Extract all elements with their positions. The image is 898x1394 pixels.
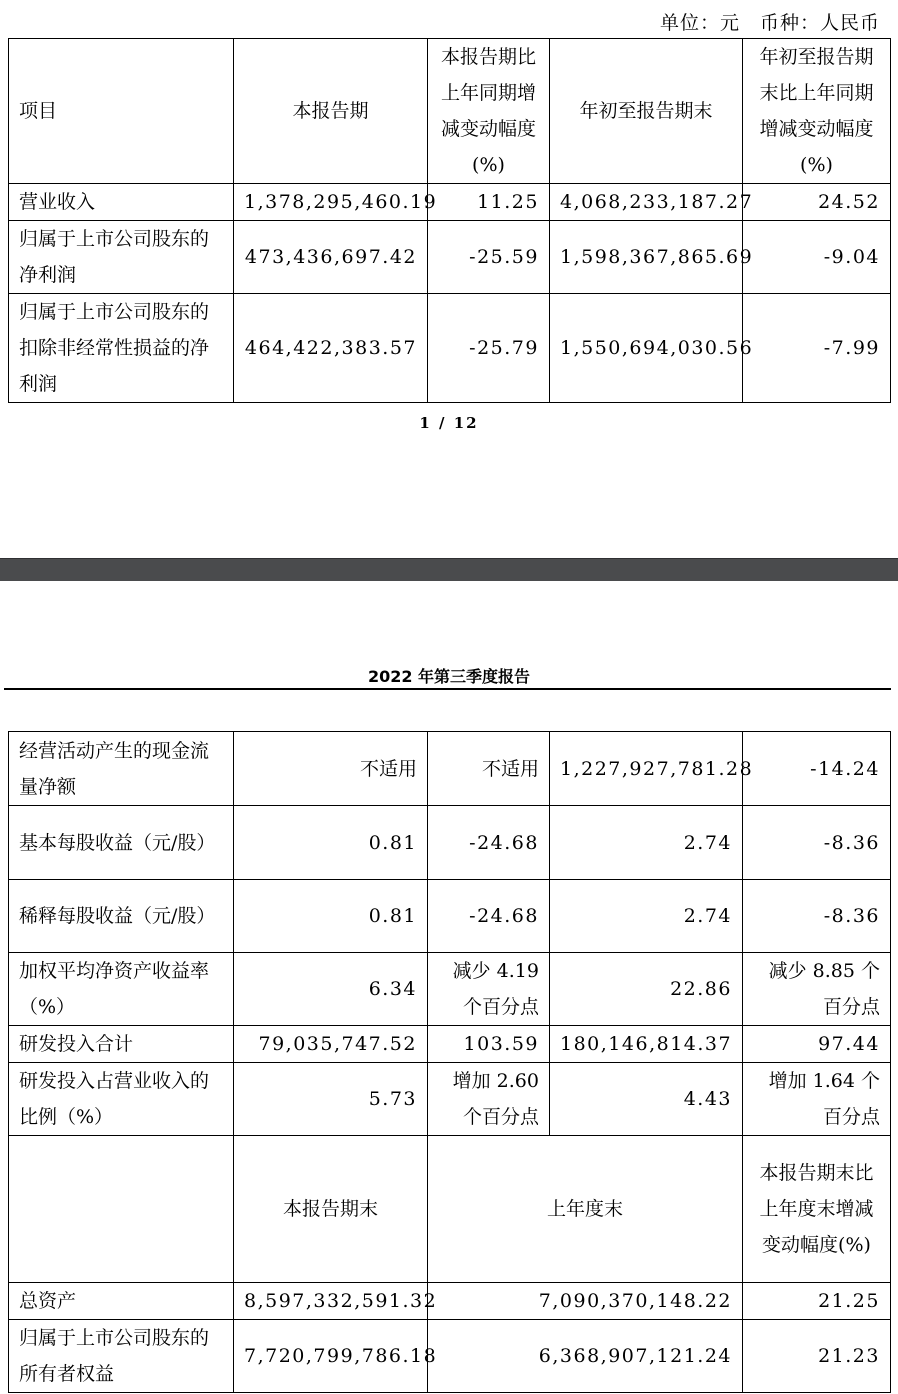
cell-value: -25.79 — [428, 294, 550, 403]
page-separator — [0, 558, 898, 581]
cell-value: 97.44 — [743, 1026, 891, 1063]
table-row — [9, 806, 891, 880]
row-label: 归属于上市公司股东的扣除非经常性损益的净利润 — [9, 294, 234, 403]
cell-value: 22.86 — [550, 953, 743, 1026]
key-financials-table-page2 — [8, 731, 891, 1393]
cell-value: -25.59 — [428, 221, 550, 294]
cell-value: -9.04 — [743, 221, 891, 294]
cell-value: 1,598,367,865.69 — [550, 221, 743, 294]
header-period-end: 本报告期末 — [234, 1136, 428, 1283]
cell-value: 2.74 — [550, 880, 743, 953]
row-label: 经营活动产生的现金流量净额 — [9, 732, 234, 806]
table-row — [9, 1320, 891, 1393]
header-current-change: 本报告期比上年同期增减变动幅度(%) — [428, 39, 550, 184]
header-balance-change: 本报告期末比上年度末增减变动幅度(%) — [743, 1136, 891, 1283]
cell-value: -7.99 — [743, 294, 891, 403]
cell-value: 增加 1.64 个百分点 — [743, 1063, 891, 1136]
header-rule — [4, 688, 891, 690]
table-row — [9, 184, 891, 221]
cell-value: 不适用 — [234, 732, 428, 806]
row-label: 加权平均净资产收益率（%） — [9, 953, 234, 1026]
key-financials-table-page1 — [8, 38, 891, 403]
page-number: 1 / 12 — [419, 414, 479, 432]
header-item: 项目 — [9, 39, 234, 184]
row-label: 研发投入合计 — [9, 1026, 234, 1063]
cell-value: 79,035,747.52 — [234, 1026, 428, 1063]
cell-value: 1,378,295,460.19 — [234, 184, 428, 221]
table-header-row — [9, 39, 891, 184]
cell-value: 不适用 — [428, 732, 550, 806]
cell-value: 2.74 — [550, 806, 743, 880]
cell-value: 21.25 — [743, 1283, 891, 1320]
cell-value: 180,146,814.37 — [550, 1026, 743, 1063]
table-row — [9, 221, 891, 294]
cell-value: 8,597,332,591.32 — [234, 1283, 428, 1320]
cell-value: -8.36 — [743, 806, 891, 880]
row-label: 稀释每股收益（元/股） — [9, 880, 234, 953]
cell-value: 1,227,927,781.28 — [550, 732, 743, 806]
cell-value: 0.81 — [234, 806, 428, 880]
cell-value: 6.34 — [234, 953, 428, 1026]
cell-value: 1,550,694,030.56 — [550, 294, 743, 403]
unit-currency-note: 单位：元 币种：人民币 — [659, 12, 880, 34]
cell-value: 464,422,383.57 — [234, 294, 428, 403]
cell-value: 5.73 — [234, 1063, 428, 1136]
cell-value: -8.36 — [743, 880, 891, 953]
cell-value: 7,090,370,148.22 — [428, 1283, 743, 1320]
table-row — [9, 1026, 891, 1063]
cell-value: -24.68 — [428, 880, 550, 953]
row-label: 基本每股收益（元/股） — [9, 806, 234, 880]
table-row — [9, 1063, 891, 1136]
row-label: 营业收入 — [9, 184, 234, 221]
cell-value: 4,068,233,187.27 — [550, 184, 743, 221]
table-row — [9, 732, 891, 806]
cell-value: 103.59 — [428, 1026, 550, 1063]
header-ytd-change: 年初至报告期末比上年同期增减变动幅度(%) — [743, 39, 891, 184]
cell-value: 4.43 — [550, 1063, 743, 1136]
cell-value: -14.24 — [743, 732, 891, 806]
blank-header-cell — [9, 1136, 234, 1283]
cell-value: 减少 8.85 个百分点 — [743, 953, 891, 1026]
cell-value: 21.23 — [743, 1320, 891, 1393]
cell-value: -24.68 — [428, 806, 550, 880]
row-label: 归属于上市公司股东的所有者权益 — [9, 1320, 234, 1393]
header-current-period: 本报告期 — [234, 39, 428, 184]
cell-value: 473,436,697.42 — [234, 221, 428, 294]
cell-value: 7,720,799,786.18 — [234, 1320, 428, 1393]
row-label: 归属于上市公司股东的净利润 — [9, 221, 234, 294]
cell-value: 24.52 — [743, 184, 891, 221]
header-ytd: 年初至报告期末 — [550, 39, 743, 184]
balance-header-row — [9, 1136, 891, 1283]
row-label: 总资产 — [9, 1283, 234, 1320]
table-row — [9, 953, 891, 1026]
table-row — [9, 1283, 891, 1320]
cell-value: 增加 2.60 个百分点 — [428, 1063, 550, 1136]
table-row — [9, 880, 891, 953]
table-row — [9, 294, 891, 403]
header-prior-year-end: 上年度末 — [428, 1136, 743, 1283]
cell-value: 减少 4.19 个百分点 — [428, 953, 550, 1026]
report-header: 2022 年第三季度报告 — [367, 667, 531, 686]
row-label: 研发投入占营业收入的比例（%） — [9, 1063, 234, 1136]
cell-value: 6,368,907,121.24 — [428, 1320, 743, 1393]
cell-value: 0.81 — [234, 880, 428, 953]
cell-value: 11.25 — [428, 184, 550, 221]
